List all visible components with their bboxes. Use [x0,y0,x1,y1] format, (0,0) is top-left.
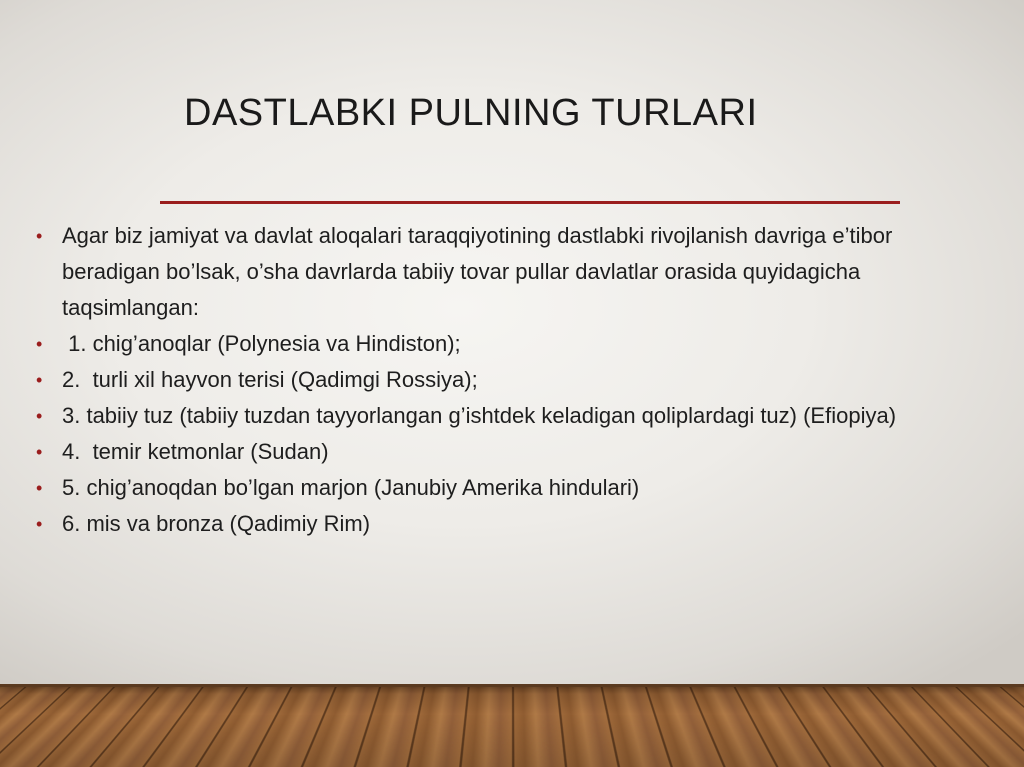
floor-shadow [0,684,1024,767]
list-item [30,218,980,326]
list-item [30,470,980,506]
list-item-text: 5. chig’anoqdan bo’lgan marjon (Janubiy Amerika hindulari) [62,475,640,500]
bullet-icon: • [36,514,43,534]
list-item [30,326,980,362]
list-item-text: Agar biz jamiyat va davlat aloqalari taraqqiyotining dastlabki rivojlanish davriga e’tibor beradigan bo’lsak, o’sha davrlarda tabiiy tovar pullar davlatlar orasida quyidagicha taqsimlangan: [62,223,893,320]
list-item-text: 1. chig’anoqlar (Polynesia va Hindiston); [62,331,461,356]
bullet-icon: • [36,370,43,390]
bullet-icon: • [36,226,43,246]
list-item-text: 3. tabiiy tuz (tabiiy tuzdan tayyorlangan g’ishtdek keladigan qoliplardagi tuz) (Efiopiya) [62,403,897,428]
bullet-icon: • [36,334,43,354]
bullet-icon: • [36,442,43,462]
list-item-text: 4. temir ketmonlar (Sudan) [62,439,329,464]
floor-edge [0,684,1024,687]
list-item [30,506,980,542]
list-item-text: 6. mis va bronza (Qadimiy Rim) [62,511,371,536]
bullet-list [30,218,980,542]
list-item [30,398,980,434]
list-item-text: 2. turli xil hayvon terisi (Qadimgi Rossiya); [62,367,478,392]
list-item [30,362,980,398]
bullet-icon: • [36,478,43,498]
bullet-icon: • [36,406,43,426]
title-underline [160,201,900,204]
slide-title: DASTLABKI PULNING TURLARI [184,92,758,134]
list-item [30,434,980,470]
wooden-floor [0,684,1024,767]
